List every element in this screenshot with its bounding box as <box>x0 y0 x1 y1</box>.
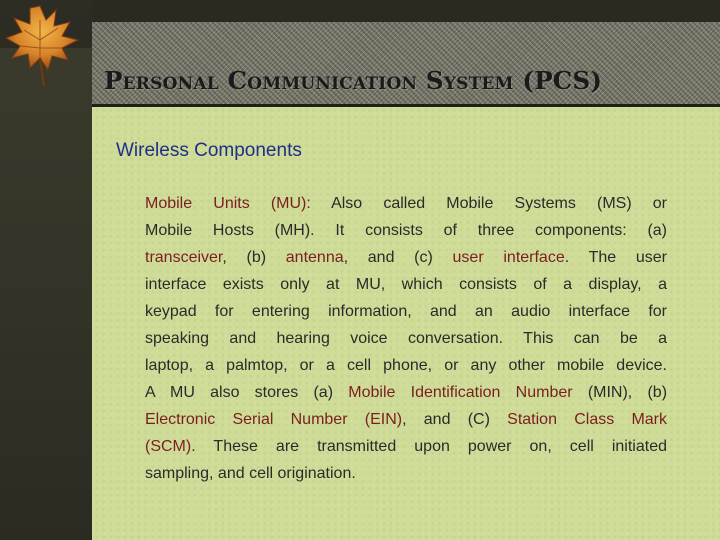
highlighted-term: Mobile Units (MU): <box>145 195 311 212</box>
text-segment: . The user <box>564 249 667 266</box>
highlighted-term: user interface <box>452 249 565 266</box>
paragraph-line <box>145 325 667 352</box>
text-segment: . These are transmitted upon power on, cell initiated <box>191 438 667 455</box>
text-segment: speaking and hearing voice conversation. This can be a <box>145 330 667 347</box>
paragraph-line <box>145 379 667 406</box>
text-segment: (MIN), (b) <box>572 384 668 401</box>
paragraph-line <box>145 406 667 433</box>
left-strip <box>0 48 92 540</box>
highlighted-term: transceiver <box>145 249 223 266</box>
highlighted-term: Station Class Mark <box>507 411 667 428</box>
highlighted-term: Mobile Identification Number <box>348 384 573 401</box>
text-segment: interface exists only at MU, which consists of a display, a <box>145 276 667 293</box>
body-paragraph <box>145 190 667 487</box>
paragraph-line <box>145 298 667 325</box>
paragraph-line <box>145 217 667 244</box>
highlighted-term: (SCM) <box>145 438 192 455</box>
slide-subtitle: Wireless Components <box>116 140 302 161</box>
paragraph-line <box>145 190 667 217</box>
paragraph-line <box>145 244 667 271</box>
paragraph-line <box>145 271 667 298</box>
text-segment: A MU also stores (a) <box>145 384 349 401</box>
slide-title: Personal Communication System (PCS) <box>104 66 603 95</box>
text-segment: sampling, and cell origination. <box>145 465 356 482</box>
text-segment: Also called Mobile Systems (MS) or <box>310 195 667 212</box>
highlighted-term: antenna <box>285 249 344 266</box>
maple-leaf-icon <box>0 0 92 90</box>
top-frame <box>0 0 720 22</box>
text-segment: keypad for entering information, and an audio interface for <box>145 303 667 320</box>
paragraph-line <box>145 460 667 487</box>
paragraph-line <box>145 433 667 460</box>
text-segment: , and (c) <box>343 249 453 266</box>
text-segment: laptop, a palmtop, or a cell phone, or any other mobile device. <box>145 357 667 374</box>
text-segment: , (b) <box>222 249 286 266</box>
text-segment: Mobile Hosts (MH). It consists of three components: (a) <box>145 222 667 239</box>
paragraph-line <box>145 352 667 379</box>
title-divider <box>92 104 720 107</box>
text-segment: , and (C) <box>402 411 508 428</box>
highlighted-term: Electronic Serial Number (EIN) <box>145 411 403 428</box>
